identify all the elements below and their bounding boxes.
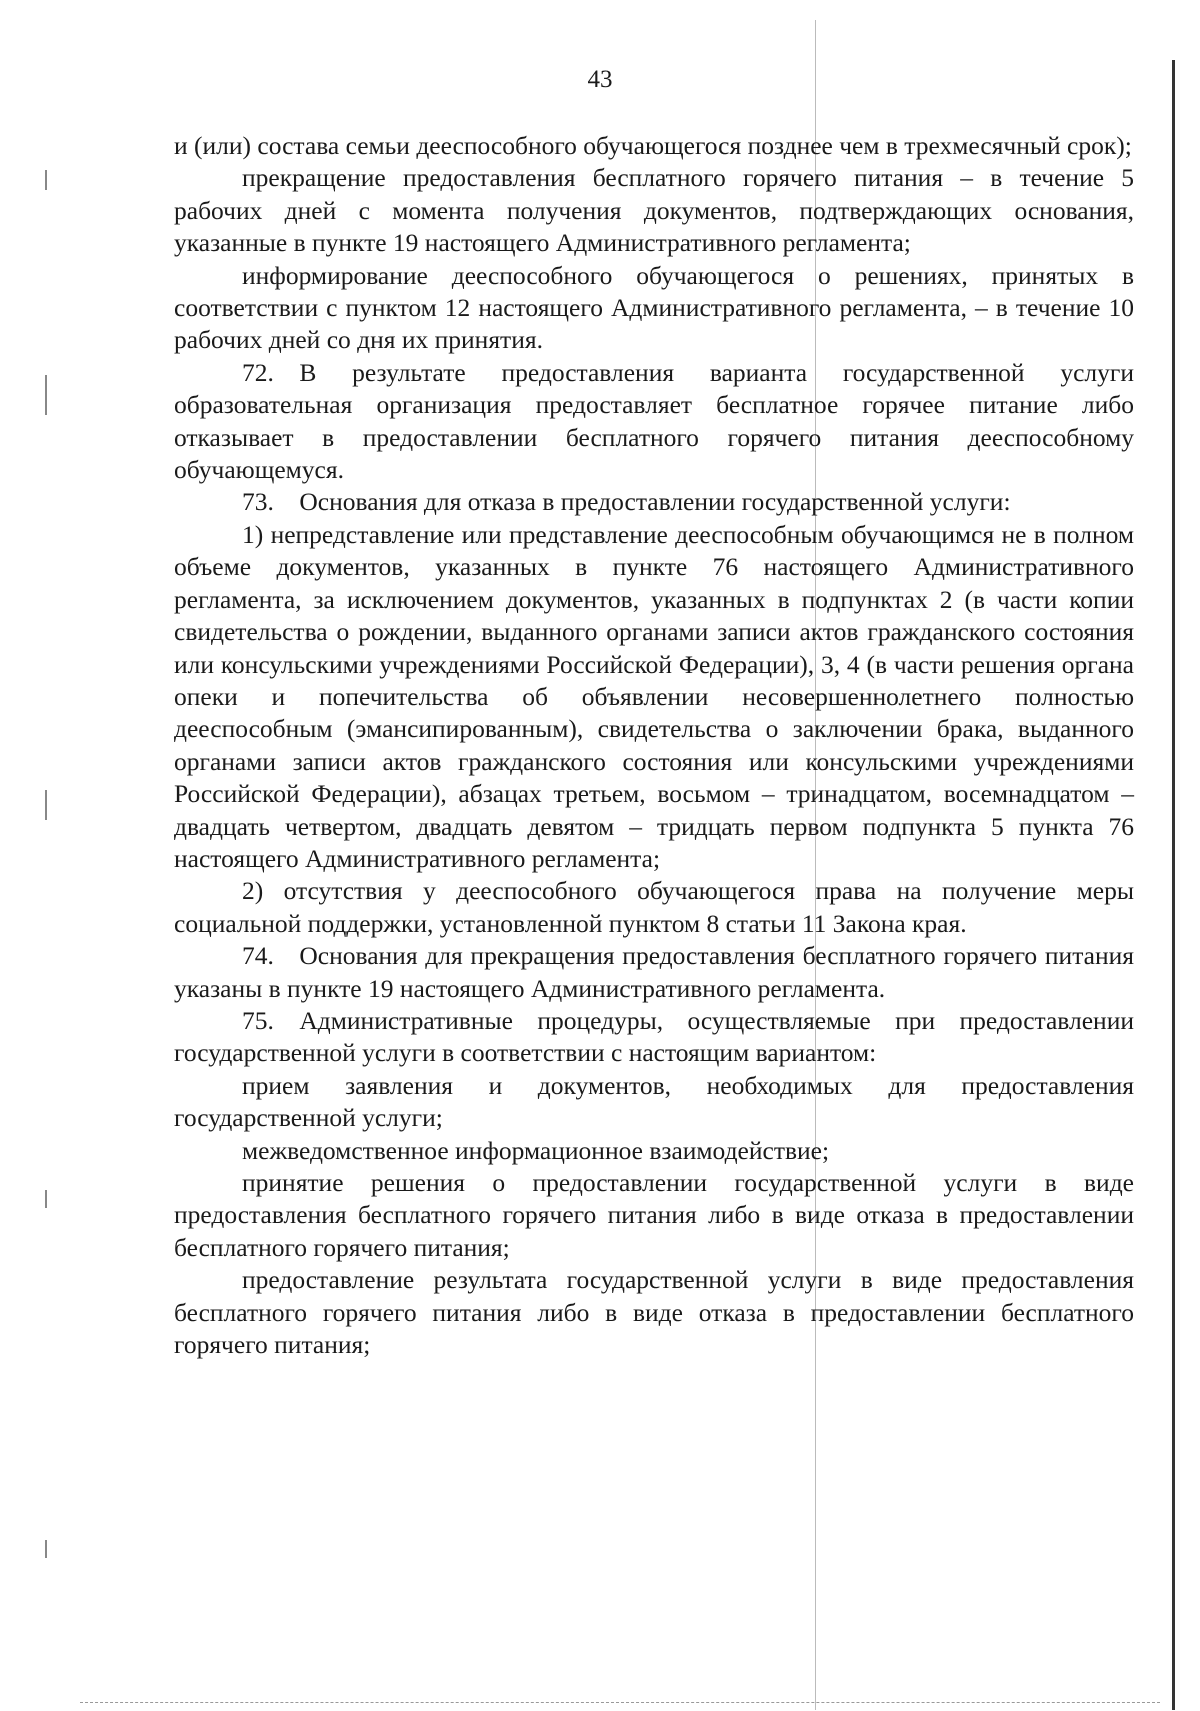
paragraph: прекращение предоставления бесплатного горячего питания – в течение 5 рабочих дней с момента получения документов, подтверждающих основания, указанные в пункте 19 настоящего Административного регламента; [174, 163, 1134, 258]
paragraph: и (или) состава семьи дееспособного обучающегося позднее чем в трехмесячный срок); [174, 131, 1132, 160]
page-number: 43 [587, 66, 613, 93]
paragraph: 75. Административные процедуры, осуществляемые при предоставлении государственной услуги в соответствии с настоящим вариантом: [174, 1005, 1134, 1068]
scan-left-mark [45, 1190, 47, 1208]
paragraph: 2) отсутствия у дееспособного обучающегося права на получение меры социальной поддержки, установленной пунктом 8 статьи 11 Закона края. [174, 876, 1134, 938]
paragraph: 73. Основания для отказа в предоставлении государственной услуги: [242, 487, 1011, 517]
paragraph: информирование дееспособного обучающегося о решениях, принятых в соответствии с пунктом 12 настоящего Административного регламента, – в течение 10 рабочих дней со дня их принятия. [174, 260, 1134, 355]
document-body [174, 130, 1134, 1361]
scan-left-mark [45, 790, 47, 820]
scan-left-mark [45, 170, 47, 190]
paragraph: 1) непредставление или представление дееспособным обучающимся не в полном объеме документов, указанных в пункте 76 настоящего Административного регламента, за исключением документов, указанных в подпунктах 2 (в части копии свидетельства о рождении, выданного органами записи актов гражданского состояния или консульскими учреждениями Российской Федерации), 3, 4 (в части решения органа опеки и попечительства об объявлении несовершеннолетнего полностью дееспособным (эмансипированным), свидетельства о заключении брака, выданного органами записи актов гражданского состояния или консульскими учреждениями Российской Федерации), абзацах третьем, восьмом – тринадцатом, восемнадцатом – двадцать четвертом, двадцать девятом – тридцать первом подпункта 5 пункта 76 настоящего Административного регламента; [174, 519, 1134, 873]
paragraph: межведомственное информационное взаимодействие; [242, 1135, 830, 1165]
paragraph: 74. Основания для прекращения предоставления бесплатного горячего питания указаны в пункте 19 настоящего Административного регламента. [174, 941, 1134, 1003]
paragraph: 72. В результате предоставления варианта государственной услуги образовательная организация предоставляет бесплатное горячее питание либо отказывает в предоставлении бесплатного горячего питания дееспособному обучающемуся. [174, 357, 1134, 485]
paragraph: прием заявления и документов, необходимых для предоставления государственной услуги; [174, 1070, 1134, 1133]
scan-right-edge [1172, 60, 1175, 1710]
scan-bottom-edge [80, 1702, 1160, 1704]
scan-left-mark [45, 375, 47, 415]
paragraph: принятие решения о предоставлении государственной услуги в виде предоставления бесплатного горячего питания либо в виде отказа в предоставлении бесплатного горячего питания; [174, 1168, 1134, 1262]
paragraph: предоставление результата государственной услуги в виде предоставления бесплатного горячего питания либо в виде отказа в предоставлении бесплатного горячего питания; [174, 1265, 1134, 1360]
scan-left-mark [45, 1540, 47, 1558]
